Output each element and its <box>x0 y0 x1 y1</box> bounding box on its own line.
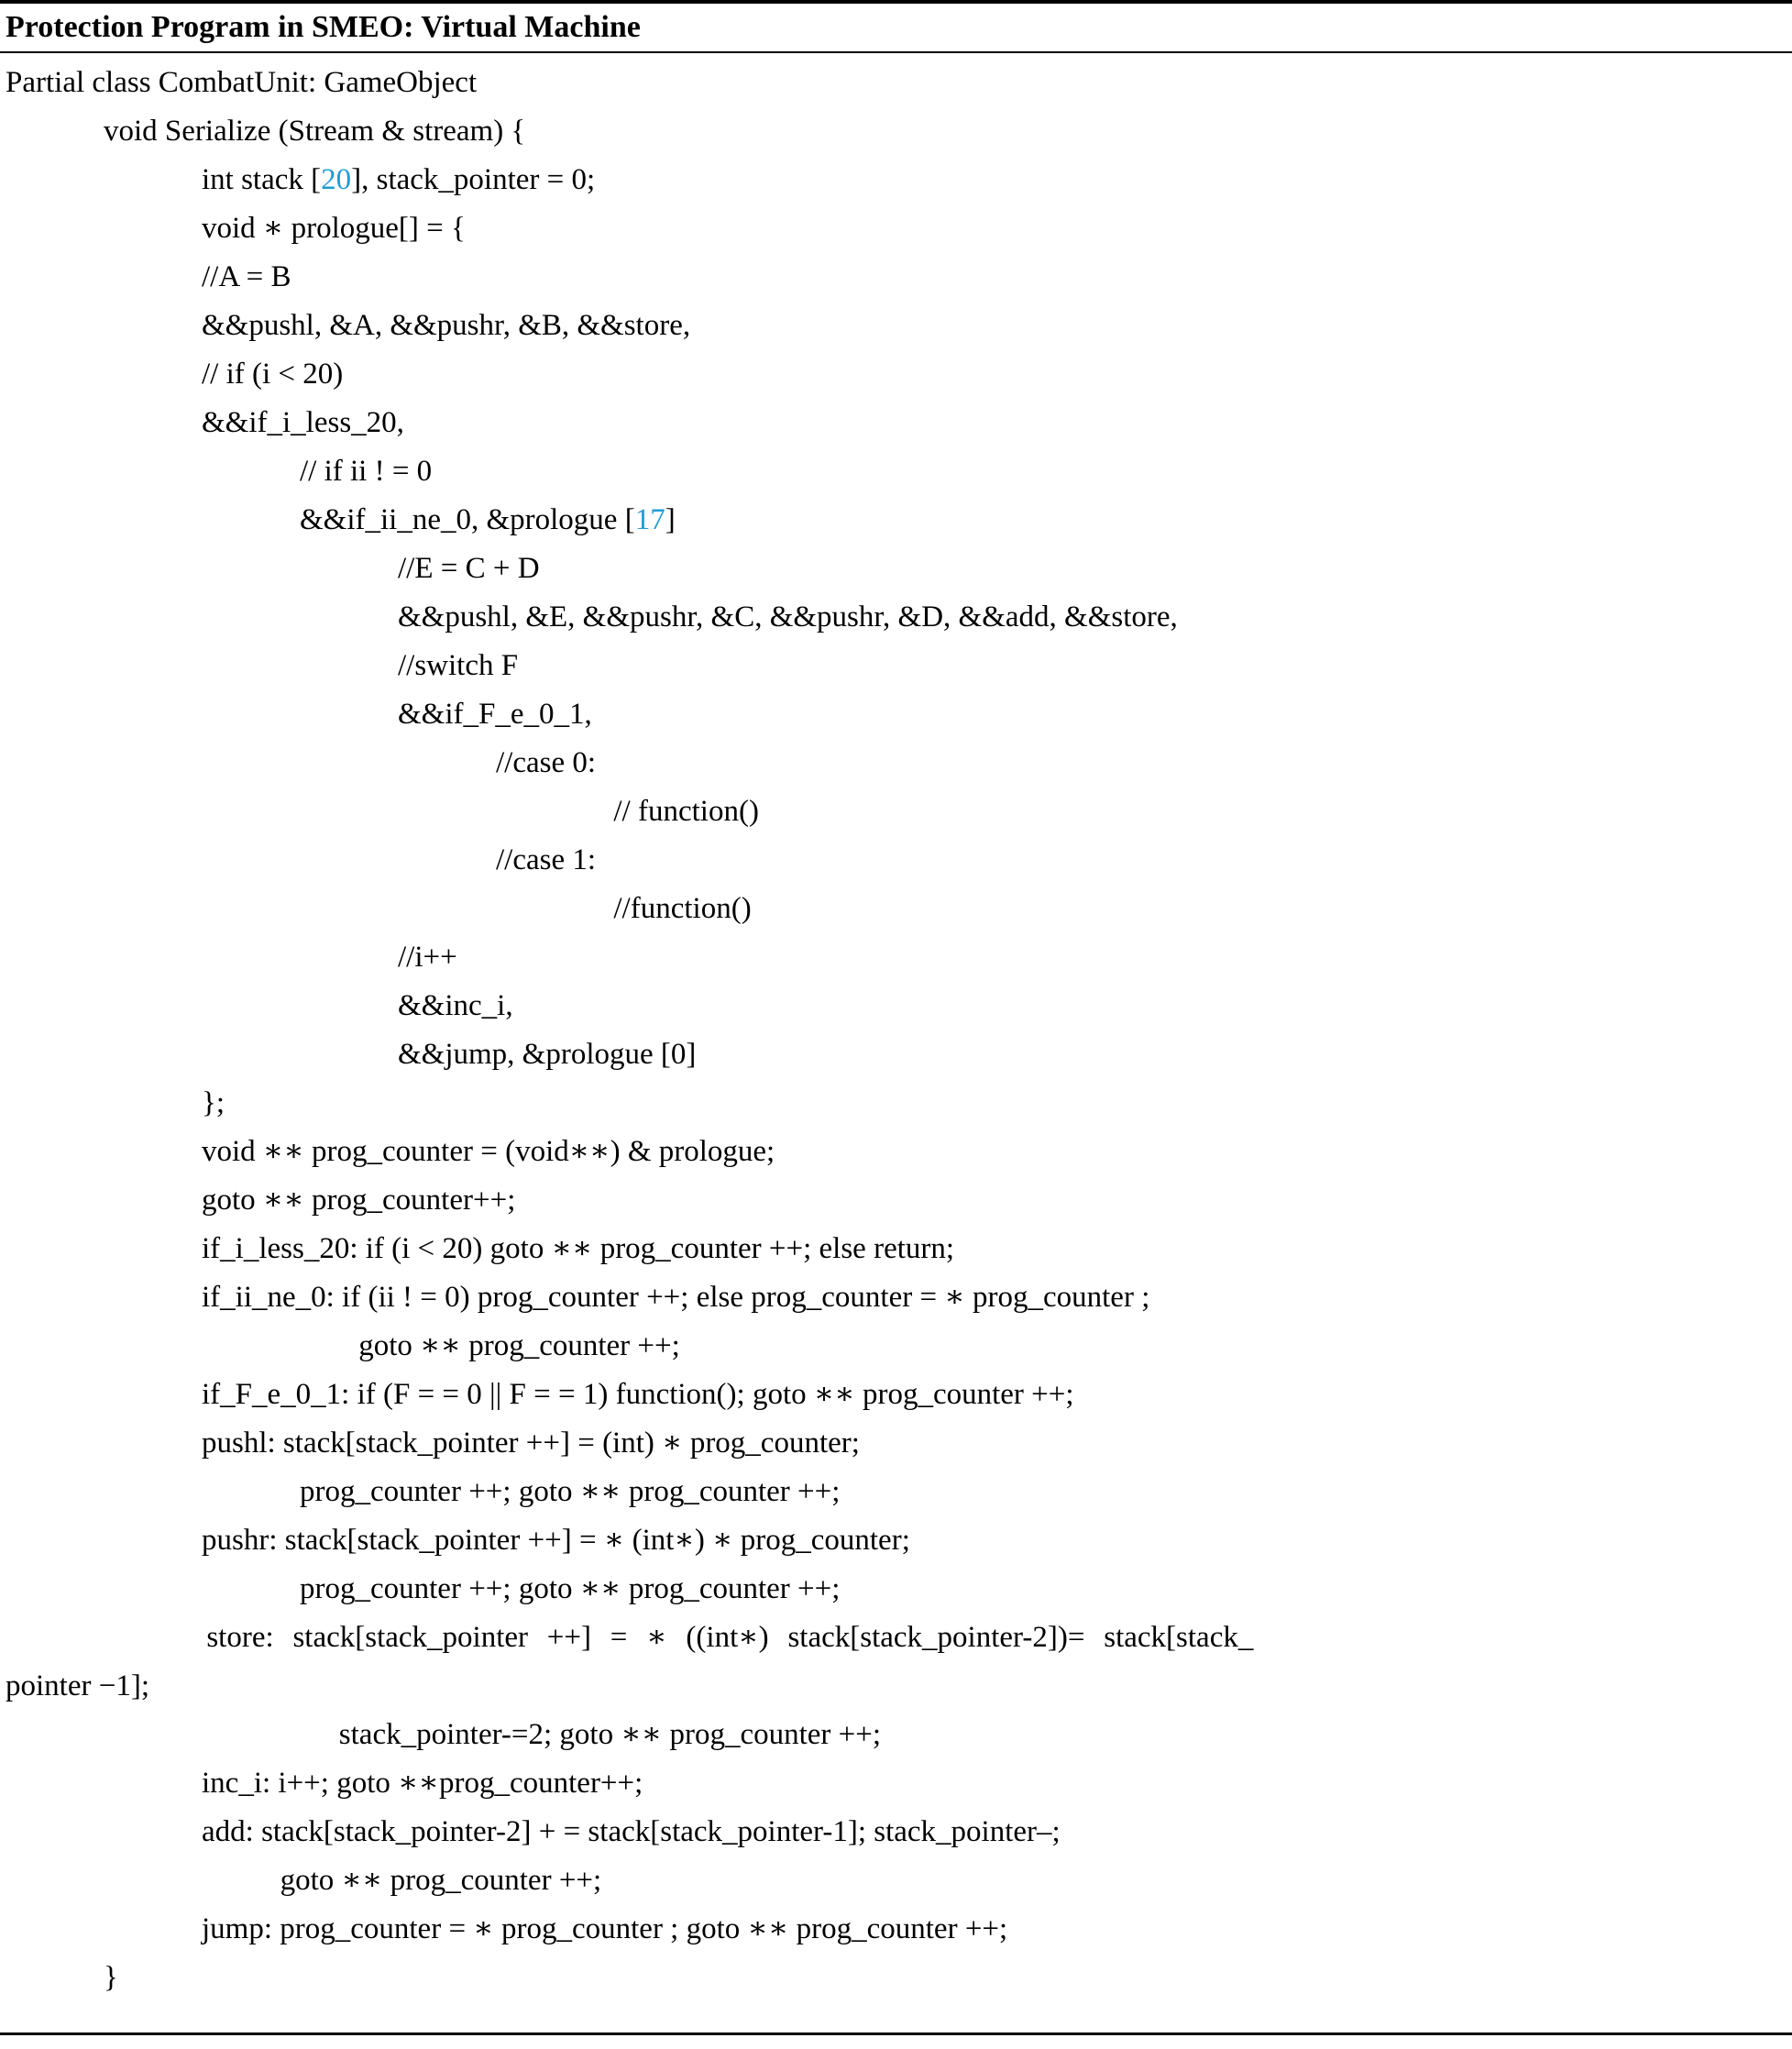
code-text: //case 0: <box>496 746 597 779</box>
code-text: //switch F <box>398 649 519 682</box>
code-line <box>0 1565 1792 1614</box>
code-line <box>0 107 1792 156</box>
code-line <box>0 836 1792 885</box>
code-line <box>0 1711 1792 1759</box>
code-line <box>0 496 1792 545</box>
code-line <box>0 593 1792 642</box>
code-text: &&if_ii_ne_0, &prologue [ <box>300 503 635 536</box>
code-text: //function() <box>613 892 752 925</box>
code-line <box>0 545 1792 593</box>
code-line <box>0 1662 1792 1711</box>
code-text: &&pushl, &E, &&pushr, &C, &&pushr, &D, &&add, &&store, <box>398 600 1178 633</box>
code-line <box>0 1614 1792 1662</box>
code-line <box>0 1176 1792 1225</box>
code-line <box>0 399 1792 447</box>
code-text: ] <box>665 503 676 536</box>
reference-link[interactable]: 17 <box>634 503 665 536</box>
code-line <box>0 1079 1792 1128</box>
code-text: if_F_e_0_1: if (F = = 0 || F = = 1) function(); goto ∗∗ prog_counter ++; <box>202 1378 1074 1411</box>
code-line <box>0 1419 1792 1468</box>
code-listing <box>0 53 1792 2035</box>
code-text: &&pushl, &A, &&pushr, &B, &&store, <box>202 309 691 342</box>
code-text: }; <box>202 1086 225 1119</box>
code-line <box>0 933 1792 982</box>
code-line <box>0 642 1792 690</box>
code-text: if_ii_ne_0: if (ii ! = 0) prog_counter ++; else prog_counter = ∗ prog_counter ; <box>202 1281 1150 1314</box>
code-text: //case 1: <box>496 843 597 876</box>
code-text: pointer −1]; <box>5 1669 149 1702</box>
code-line <box>0 1808 1792 1856</box>
reference-link[interactable]: 20 <box>321 163 352 196</box>
code-text: &&if_i_less_20, <box>202 406 404 439</box>
code-line <box>0 1759 1792 1808</box>
code-line <box>0 1225 1792 1273</box>
code-text: store: stack[stack_pointer ++] = ∗ ((int∗) stack[stack_pointer-2])= stack[stack_ <box>206 1621 1254 1654</box>
code-text: jump: prog_counter = ∗ prog_counter ; goto ∗∗ prog_counter ++; <box>202 1912 1008 1945</box>
code-line <box>0 1516 1792 1565</box>
code-text: goto ∗∗ prog_counter++; <box>202 1184 516 1217</box>
code-text: int stack [ <box>202 163 322 196</box>
code-text: // function() <box>613 795 759 828</box>
code-text: inc_i: i++; goto ∗∗prog_counter++; <box>202 1767 643 1800</box>
code-line <box>0 302 1792 350</box>
code-line <box>0 1905 1792 1954</box>
code-text: add: stack[stack_pointer-2] + = stack[stack_pointer-1]; stack_pointer–; <box>202 1815 1061 1848</box>
code-text: pushr: stack[stack_pointer ++] = ∗ (int∗) ∗ prog_counter; <box>202 1524 910 1557</box>
code-text: prog_counter ++; goto ∗∗ prog_counter ++; <box>300 1475 841 1508</box>
code-text: // if ii ! = 0 <box>300 455 433 488</box>
code-text: ], stack_pointer = 0; <box>351 163 596 196</box>
code-line <box>0 739 1792 788</box>
figure-title: Protection Program in SMEO: Virtual Machine <box>0 0 1792 53</box>
code-text: void ∗∗ prog_counter = (void∗∗) & prologue; <box>202 1135 775 1168</box>
code-line <box>0 156 1792 204</box>
code-line <box>0 1322 1792 1371</box>
code-line <box>0 447 1792 496</box>
code-line <box>0 690 1792 739</box>
code-text: &&inc_i, <box>398 989 513 1022</box>
code-line <box>0 788 1792 836</box>
code-line <box>0 253 1792 302</box>
code-line <box>0 1273 1792 1322</box>
code-text: // if (i < 20) <box>202 358 344 391</box>
code-text: stack_pointer-=2; goto ∗∗ prog_counter ++; <box>338 1718 882 1751</box>
code-line <box>0 1128 1792 1176</box>
code-text: goto ∗∗ prog_counter ++; <box>358 1329 680 1362</box>
code-text: void ∗ prologue[] = { <box>202 212 466 245</box>
code-text: pushl: stack[stack_pointer ++] = (int) ∗ prog_counter; <box>202 1427 860 1460</box>
code-text: void Serialize (Stream & stream) { <box>104 115 526 148</box>
code-text: //A = B <box>202 260 291 293</box>
code-text: //i++ <box>398 941 457 974</box>
code-line <box>0 982 1792 1030</box>
code-line <box>0 204 1792 253</box>
code-text: Partial class CombatUnit: GameObject <box>5 66 478 99</box>
code-text: if_i_less_20: if (i < 20) goto ∗∗ prog_counter ++; else return; <box>202 1232 955 1265</box>
code-line <box>0 1856 1792 1905</box>
code-line <box>0 350 1792 399</box>
code-line <box>0 1468 1792 1516</box>
code-text: goto ∗∗ prog_counter ++; <box>280 1864 602 1897</box>
code-line <box>0 1030 1792 1079</box>
code-text: &&jump, &prologue [0] <box>398 1038 697 1071</box>
code-line <box>0 1371 1792 1419</box>
code-text: } <box>104 1961 118 1994</box>
code-line <box>0 885 1792 933</box>
code-line <box>0 59 1792 107</box>
code-text: prog_counter ++; goto ∗∗ prog_counter ++; <box>300 1572 841 1605</box>
code-text: //E = C + D <box>398 552 540 585</box>
code-text: &&if_F_e_0_1, <box>398 698 592 731</box>
code-line <box>0 1954 1792 2002</box>
